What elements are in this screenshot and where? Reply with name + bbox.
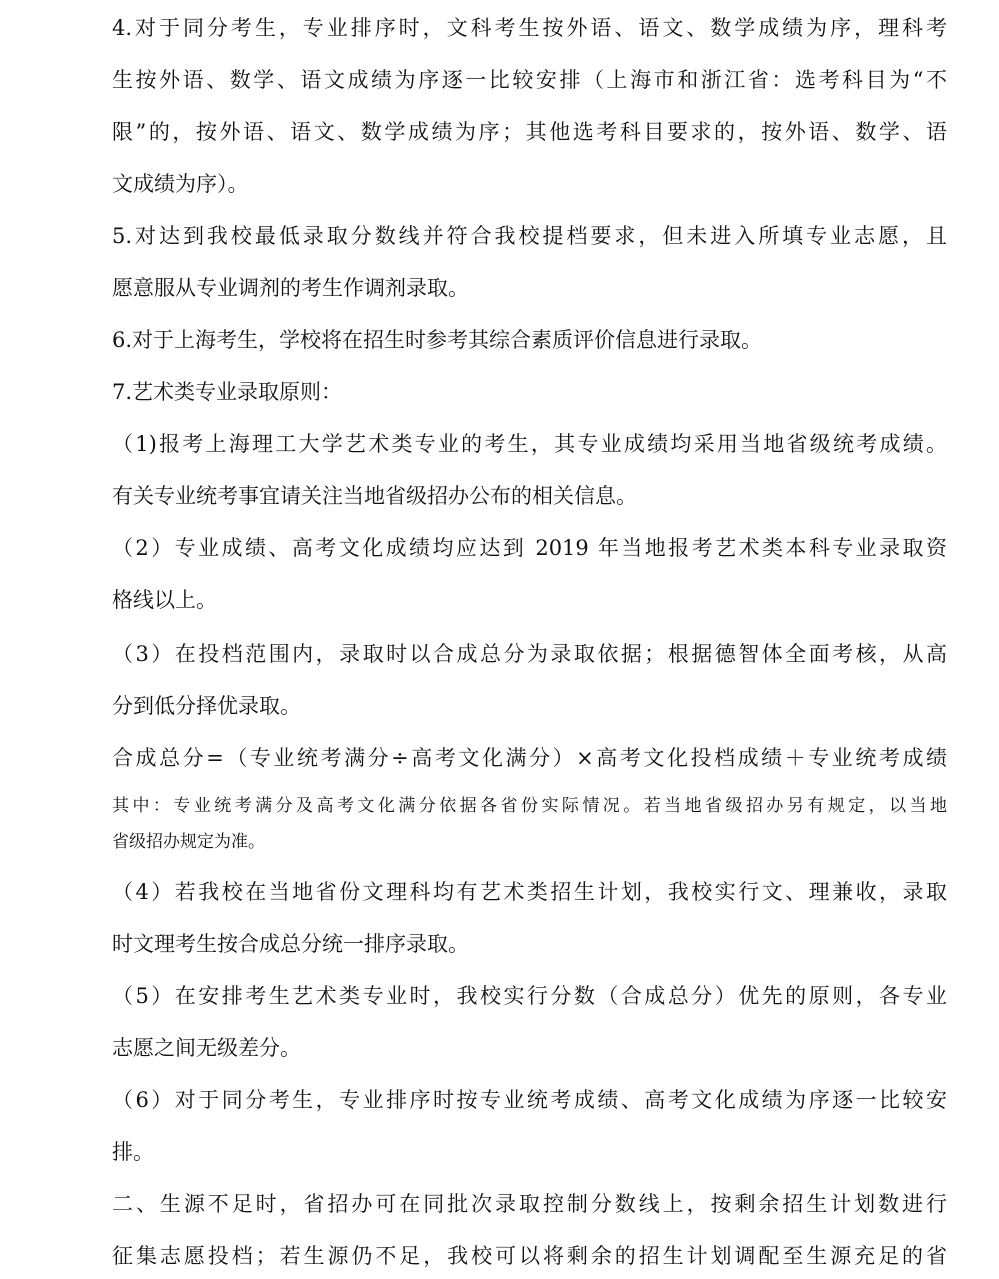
text-line: （4）若我校在当地省份文理科均有艺术类招生计划，我校实行文、理兼收，录取 — [112, 880, 947, 904]
text-line: 有关专业统考事宜请关注当地省级招办公布的相关信息。 — [112, 484, 637, 508]
text-line: （5）在安排考生艺术类专业时，我校实行分数（合成总分）优先的原则，各专业 — [112, 984, 947, 1008]
text-line: 分到低分择优录取。 — [112, 694, 301, 718]
note-line: 其中：专业统考满分及高考文化满分依据各省份实际情况。若当地省级招办另有规定，以当地 — [112, 796, 947, 816]
text-line: 生按外语、数学、语文成绩为序逐一比较安排（上海市和浙江省：选考科目为“不 — [112, 68, 947, 92]
text-line: 征集志愿投档；若生源仍不足，我校可以将剩余的招生计划调配至生源充足的省 — [112, 1244, 947, 1268]
text-line: 5.对达到我校最低录取分数线并符合我校提档要求，但未进入所填专业志愿，且 — [112, 224, 947, 248]
text-line: 排。 — [112, 1140, 154, 1164]
note-line: 省级招办规定为准。 — [112, 832, 265, 852]
text-line: （3）在投档范围内，录取时以合成总分为录取依据；根据德智体全面考核，从高 — [112, 642, 947, 666]
text-line: 7.艺术类专业录取原则： — [112, 380, 343, 404]
text-line: 志愿之间无级差分。 — [112, 1036, 301, 1060]
formula-line: 合成总分=（专业统考满分÷高考文化满分）×高考文化投档成绩＋专业统考成绩 — [112, 746, 947, 770]
text-line: 格线以上。 — [112, 588, 217, 612]
text-line: （2）专业成绩、高考文化成绩均应达到 2019 年当地报考艺术类本科专业录取资 — [112, 536, 947, 560]
text-line: （1)报考上海理工大学艺术类专业的考生，其专业成绩均采用当地省级统考成绩。 — [112, 432, 947, 456]
text-line: （6）对于同分考生，专业排序时按专业统考成绩、高考文化成绩为序逐一比较安 — [112, 1088, 947, 1112]
text-line: 时文理考生按合成总分统一排序录取。 — [112, 932, 469, 956]
text-line: 6.对于上海考生，学校将在招生时参考其综合素质评价信息进行录取。 — [112, 328, 763, 352]
text-line: 二、生源不足时，省招办可在同批次录取控制分数线上，按剩余招生计划数进行 — [112, 1192, 947, 1216]
text-line: 4.对于同分考生，专业排序时，文科考生按外语、语文、数学成绩为序，理科考 — [112, 16, 947, 40]
text-line: 限”的，按外语、语文、数学成绩为序；其他选考科目要求的，按外语、数学、语 — [112, 120, 947, 144]
text-line: 文成绩为序）。 — [112, 172, 249, 196]
text-line: 愿意服从专业调剂的考生作调剂录取。 — [112, 276, 469, 300]
